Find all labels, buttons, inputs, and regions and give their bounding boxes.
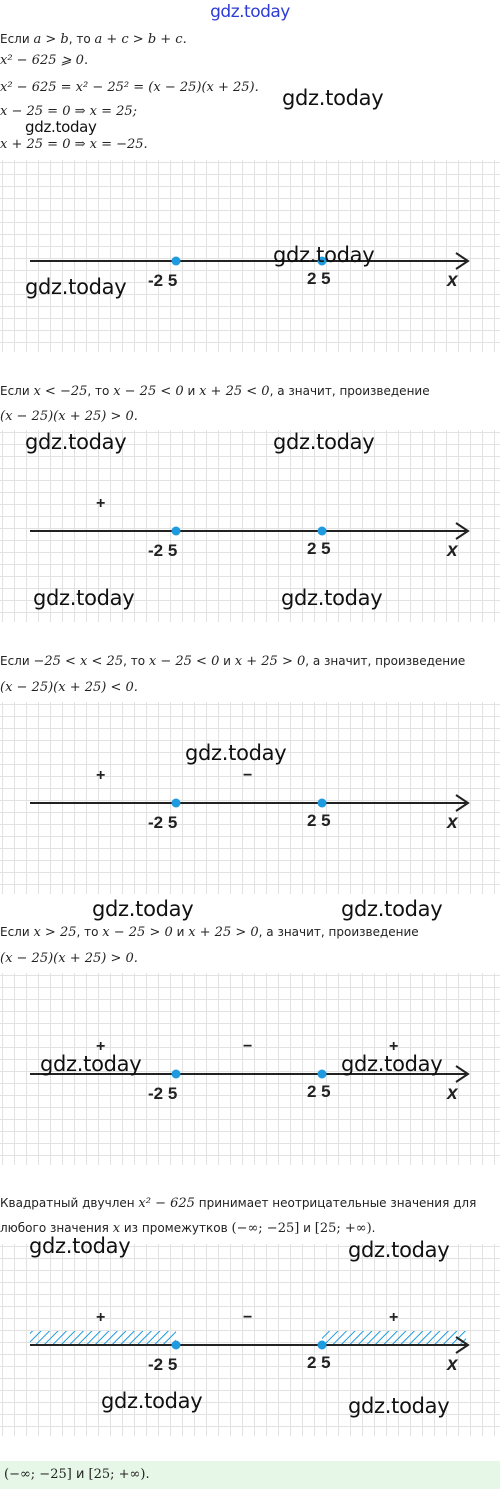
- point-minus-25: [172, 527, 181, 536]
- intro-line-5: x + 25 = 0 ⇒ x = −25.: [0, 137, 148, 152]
- math: x − 25 > 0: [102, 925, 173, 940]
- text: принимает неотрицательные значения для: [194, 1196, 477, 1210]
- math: −25 < x < 25: [33, 654, 124, 669]
- case-2-line-2: (x − 25)(x + 25) < 0.: [0, 680, 138, 695]
- text: Если: [0, 925, 34, 939]
- math: x < −25: [33, 384, 88, 399]
- math: a > b: [33, 32, 69, 47]
- watermark: gdz.today: [29, 1234, 131, 1258]
- text: Если: [0, 32, 34, 46]
- label-25: 2 5: [307, 811, 331, 830]
- text: Квадратный двучлен: [0, 1196, 139, 1210]
- math: x − 25 < 0: [113, 384, 184, 399]
- point-25: [318, 1070, 327, 1079]
- text: и: [299, 1221, 315, 1235]
- watermark: gdz.today: [273, 430, 375, 454]
- answer-box: [0, 1461, 500, 1489]
- intro-line-3: x² − 625 = x² − 25² = (x − 25)(x + 25).: [0, 80, 259, 95]
- number-line-grid-3: [0, 702, 500, 894]
- watermark: gdz.today: [185, 741, 287, 765]
- text: , а значит, произведение: [258, 925, 419, 939]
- point-minus-25: [172, 1070, 181, 1079]
- text: .: [145, 1467, 150, 1482]
- case-3-line-1: [0, 924, 419, 941]
- watermark: gdz.today: [282, 86, 384, 110]
- axis-label-x: x: [447, 540, 458, 561]
- math: x > 25: [33, 925, 77, 940]
- label-25: 2 5: [307, 1353, 331, 1372]
- axis-label-x: x: [447, 1083, 458, 1104]
- watermark: gdz.today: [348, 1238, 450, 1262]
- case-3-line-2: (x − 25)(x + 25) > 0.: [0, 951, 138, 966]
- answer-interval-1: (−∞; −25]: [4, 1467, 72, 1482]
- text: , то: [76, 925, 103, 939]
- sign-minus: −: [243, 1309, 253, 1326]
- axis-label-x: x: [447, 812, 458, 833]
- label-25: 2 5: [307, 1082, 331, 1101]
- label-minus-25: -2 5: [148, 1355, 178, 1374]
- case-1-line-1: [0, 383, 430, 400]
- watermark: gdz.today: [92, 897, 194, 921]
- sign-plus: +: [96, 495, 106, 512]
- label-25: 2 5: [307, 539, 331, 558]
- text: и: [183, 384, 200, 398]
- text: , то: [123, 654, 149, 668]
- number-line-grid-1: [0, 160, 500, 352]
- hatched-interval-right: [322, 1331, 466, 1345]
- watermark: gdz.today: [25, 275, 127, 299]
- intro-line-4: x − 25 = 0 ⇒ x = 25;: [0, 104, 138, 119]
- watermark: gdz.today: [40, 1052, 142, 1076]
- math: x + 25 > 0: [188, 925, 259, 940]
- conclusion-line-1: [0, 1195, 476, 1212]
- math: x + 25 < 0: [199, 384, 270, 399]
- text: , а значит, произведение: [269, 384, 430, 398]
- watermark: gdz.today: [101, 1389, 203, 1413]
- text: и: [71, 1467, 89, 1482]
- hatched-interval-left: [30, 1331, 176, 1345]
- sign-plus: +: [96, 1038, 106, 1055]
- watermark: gdz.today: [25, 430, 127, 454]
- math: a + c > b + c.: [94, 32, 187, 47]
- intro-line-2: x² − 625 ⩾ 0.: [0, 53, 89, 68]
- watermark: gdz.today: [33, 586, 135, 610]
- watermark: gdz.today: [341, 1052, 443, 1076]
- sign-plus: +: [96, 767, 106, 784]
- math: x + 25 > 0: [234, 654, 306, 669]
- label-25: 2 5: [307, 269, 331, 288]
- text: Если: [0, 654, 34, 668]
- sign-minus: −: [243, 1038, 253, 1055]
- point-minus-25: [172, 799, 181, 808]
- watermark: gdz.today: [348, 1394, 450, 1418]
- answer-interval-2: [25; +∞): [88, 1467, 146, 1482]
- point-25: [318, 799, 327, 808]
- sign-minus: −: [243, 767, 253, 784]
- watermark: gdz.today: [25, 118, 97, 136]
- math: x − 25 < 0: [148, 654, 220, 669]
- label-minus-25: -2 5: [148, 813, 178, 832]
- point-25: [318, 1341, 327, 1350]
- case-2-line-1: [0, 653, 465, 670]
- text: и: [219, 654, 235, 668]
- site-watermark: gdz.today: [210, 2, 290, 22]
- number-line-3: [0, 702, 500, 894]
- math: x² − 625: [138, 1196, 195, 1211]
- number-line-1: [0, 160, 500, 352]
- watermark: gdz.today: [281, 586, 383, 610]
- case-1-line-2: (x − 25)(x + 25) > 0.: [0, 409, 138, 424]
- axis-label-x: x: [447, 270, 458, 291]
- text: , а значит, произведение: [305, 654, 466, 668]
- intro-line-1: [0, 31, 187, 48]
- sign-plus: +: [96, 1309, 106, 1326]
- text: любого значения: [0, 1221, 113, 1235]
- watermark: gdz.today: [341, 897, 443, 921]
- math: [25; +∞): [314, 1221, 372, 1236]
- math: (−∞; −25]: [231, 1221, 300, 1236]
- sign-plus: +: [389, 1038, 399, 1055]
- axis-label-x: x: [447, 1354, 458, 1375]
- label-minus-25: -2 5: [148, 271, 178, 290]
- label-minus-25: -2 5: [148, 1084, 178, 1103]
- text: Если: [0, 384, 34, 398]
- text: , то: [87, 384, 114, 398]
- text: .: [371, 1221, 376, 1235]
- label-minus-25: -2 5: [148, 541, 178, 560]
- point-25: [318, 527, 327, 536]
- math: x: [112, 1221, 121, 1236]
- sign-plus: +: [389, 1309, 399, 1326]
- text: , то: [68, 32, 95, 46]
- text: из промежутков: [120, 1221, 232, 1235]
- point-minus-25: [172, 257, 181, 266]
- text: и: [172, 925, 189, 939]
- watermark: gdz.today: [273, 243, 375, 267]
- point-minus-25: [172, 1341, 181, 1350]
